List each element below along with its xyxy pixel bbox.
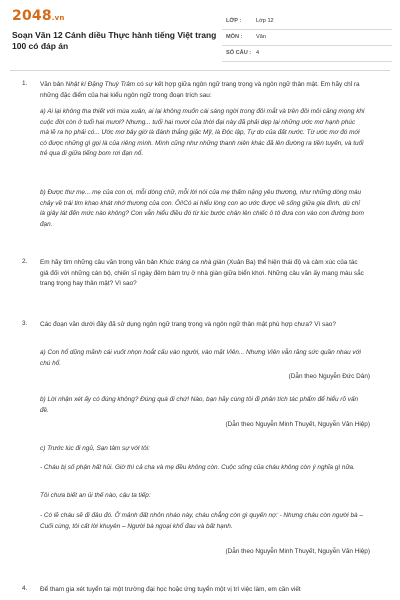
question-number: 1. bbox=[22, 80, 28, 87]
question-3-excerpt-c: c) Trước lúc đi ngủ, Sạn tâm sự với tôi: bbox=[40, 445, 150, 452]
question-number: 3. bbox=[22, 320, 28, 327]
page-header bbox=[0, 0, 400, 64]
source-citation: (Dẫn theo Nguyễn Minh Thuyết, Nguyễn Văn Hiệp) bbox=[225, 421, 370, 428]
site-logo[interactable] bbox=[12, 8, 65, 24]
question-3-excerpt-b: b) Lời nhận xét ấy có đúng không? Đúng quá đi chứ! Nào, bạn hãy cùng tôi đi phân tích tác phẩm để hiểu rõ vấn đề. bbox=[40, 396, 359, 414]
question-number: 2. bbox=[22, 258, 28, 265]
work-title: Khúc tráng ca nhà giàn bbox=[159, 259, 226, 266]
question-1-excerpt-a: a) Ai lại không tha thiết với mùa xuân, ai lại không muốn cái sáng ngời trong đôi mắt và trên đôi môi căng mọng khi cuộc đời còn ở tuổi hai mươi? Nhưng... tuổi hai mươi của thời đại này đã phải dẹp lại những ước mơ hạnh phúc mà lẽ ra họ phải có... Ước mơ bây giờ là đánh thắng giặc Mỹ, là Độc lập, Tự do của đất nước. Từ ước mơ đó mới có được những gì gọi là của riêng mình. Mình cũng như những thanh niên khác đã lên đường ra tiền tuyến, và tuổi trẻ qua đi giữa tiếng bom rơi đạn nổ. bbox=[40, 108, 365, 158]
document-title: Soạn Văn 12 Cánh diều Thực hành tiếng Việt trang 100 có đáp án bbox=[12, 30, 217, 51]
source-citation: (Dẫn theo Nguyễn Minh Thuyết, Nguyễn Văn Hiệp) bbox=[225, 548, 370, 555]
meta-value: 4 bbox=[256, 50, 260, 56]
question-1-intro bbox=[40, 80, 365, 101]
question-4-text: Để tham gia xét tuyển tại một trường đại học hoặc ứng tuyển một vị trí việc làm, em cần viết bbox=[40, 586, 301, 593]
logo-suffix: .vn bbox=[51, 14, 65, 22]
logo-main: 2048 bbox=[12, 8, 52, 24]
meta-value: Lớp 12 bbox=[256, 18, 274, 24]
meta-table bbox=[222, 14, 392, 62]
question-3-excerpt-a: a) Con hổ dũng mãnh cái vuốt nhọn hoắt cấu vào người, vào mặt Viên... Nhưng Viên vẫn răng sức quần nhau với chú hổ. bbox=[40, 349, 361, 367]
meta-row-subject bbox=[222, 30, 392, 46]
question-3-excerpt-c1: - Cháu bị số phận hất hủi. Giờ thì cả cha và mẹ đều không còn. Cuộc sống của cháu không còn ý nghĩa gì nữa. bbox=[40, 464, 355, 471]
intro-text: có sự kết hợp giữa ngôn ngữ trang trọng và ngôn ngữ thân mật. Em hãy chỉ ra những đặc điểm của hai kiểu ngôn ngữ trong đoạn trích sau: bbox=[40, 81, 360, 99]
question-text: Em hãy tìm những câu văn trong văn bản bbox=[40, 259, 160, 266]
question-3-excerpt-c2: Tôi chưa biết an ủi thế nào, cậu ta tiếp: bbox=[40, 492, 151, 499]
question-number: 4. bbox=[22, 585, 28, 592]
question-2-text bbox=[40, 258, 365, 290]
meta-key: SỐ CÂU : bbox=[226, 50, 252, 56]
work-title: Nhật kí Đặng Thuỳ Trâm bbox=[65, 81, 136, 88]
meta-key: MÔN : bbox=[226, 34, 243, 40]
meta-key: LỚP : bbox=[226, 18, 242, 24]
question-3-intro: Các đoạn văn dưới đây đã sử dụng ngôn ngữ trang trọng và ngôn ngữ thân mật phù hợp chưa? Vì sao? bbox=[40, 321, 336, 328]
intro-text: Văn bản bbox=[40, 81, 66, 88]
question-1-excerpt-b: b) Được thư mẹ... mẹ của con ơi, mỗi dòng chữ, mỗi lời nói của mẹ thấm nặng yêu thương, như những dòng máu chảy về trái tim khao khát nhớ thương của con. Ôi!Có ai hiểu lòng con ao ước được về sống giữa gia đình, dù chỉ là giây lát đến mức nào không? Con vẫn hiểu điều đó từ lúc bước chân lên chiếc ô tô đưa con vào con đường bom đạn. bbox=[40, 189, 364, 228]
header-divider bbox=[10, 70, 390, 71]
source-citation: (Dẫn theo Nguyễn Đức Dân) bbox=[288, 373, 370, 380]
meta-value: Văn bbox=[256, 34, 266, 40]
meta-row-class bbox=[222, 14, 392, 30]
question-3-excerpt-c3: - Có lẽ cháu sẽ đi đâu đó. Ở mảnh đất nhỏn nháo này, cháu chẳng còn gì quyến nợ: - Nhưng cháu còn người bà – Cuối cùng, tôi cất lời khuyên – Người bà ngoại khổ đau và bất hạnh. bbox=[40, 512, 363, 530]
question-list bbox=[0, 80, 400, 600]
meta-row-count bbox=[222, 46, 392, 62]
question-text: (Xuân Ba) thể hiện thái độ và cảm xúc của tác giả đối với những cán bộ, chiến sĩ ngày đêm bám trụ ở nhà giàn giữa biển khơi. Những câu văn ấy mang màu sắc trang trọng hay thân mật? Vì sao? bbox=[40, 259, 364, 288]
